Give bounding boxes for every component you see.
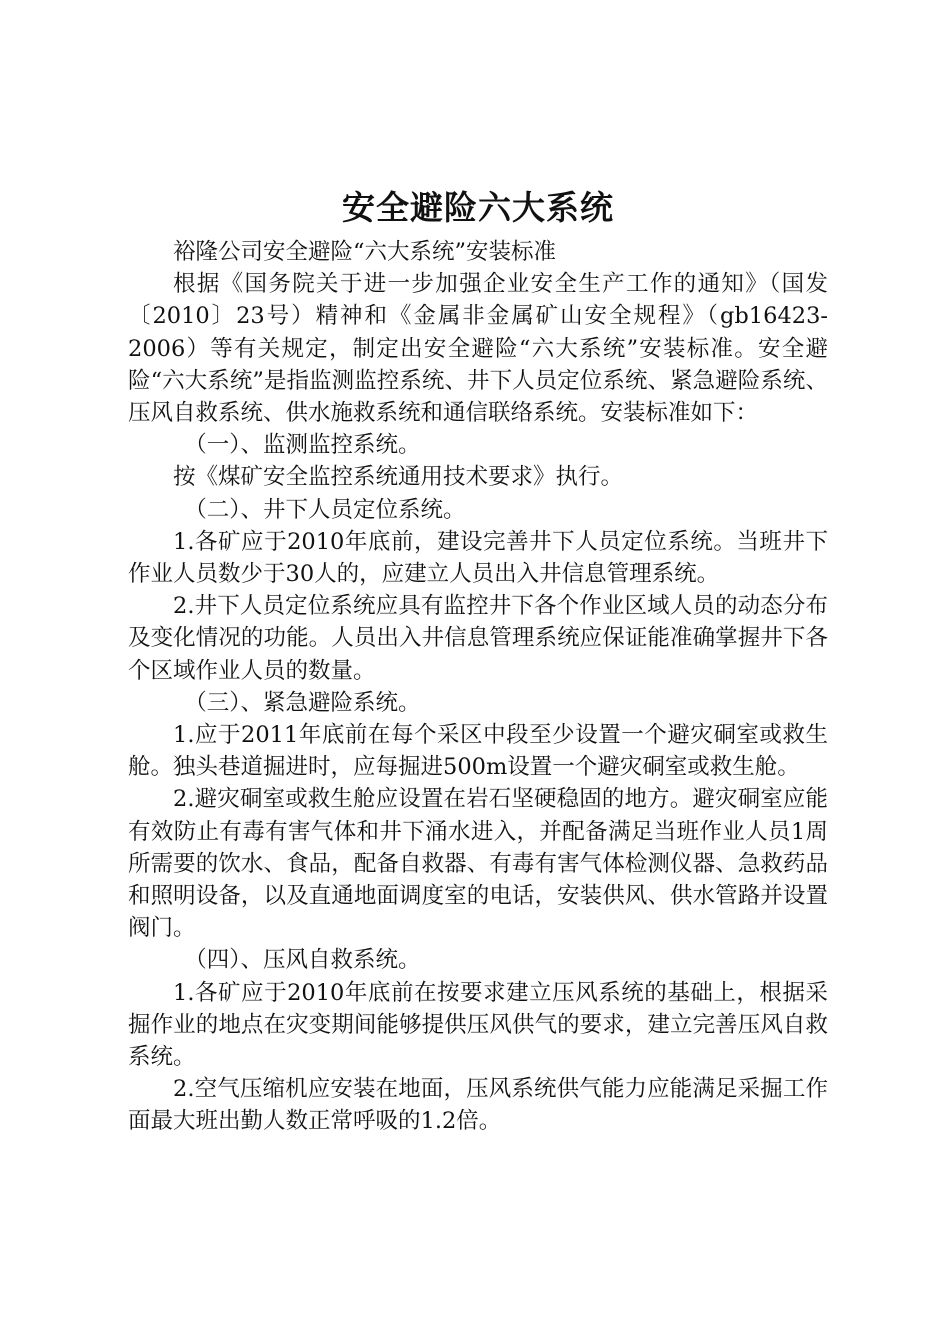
document-body [128, 236, 828, 1138]
document-title: 安全避险六大系统 [342, 188, 614, 227]
section-heading-4: （四）、压风自救系统。 [184, 947, 421, 974]
section-heading-2: （二）、井下人员定位系统。 [184, 496, 466, 523]
paragraph-intro: 根据《国务院关于进一步加强企业安全生产工作的通知》（国发〔2010〕23号）精神和《金属非金属矿山安全规程》（gb16423-2006）等有关规定，制定出安全避险“六大系统”安装标准。安全避险“六大系统”是指监测监控系统、井下人员定位系统、紧急避险系统、压风自救系统、供水施救系统和通信联络系统。安装标准如下： [128, 271, 828, 427]
section-heading-1: （一）、监测监控系统。 [184, 432, 421, 459]
paragraph-2-2: 2.井下人员定位系统应具有监控井下各个作业区域人员的动态分布及变化情况的功能。人员出入井信息管理系统应保证能准确掌握井下各个区域作业人员的数量。 [128, 593, 828, 684]
paragraph-1: 按《煤矿安全监控系统通用技术要求》执行。 [173, 464, 624, 491]
paragraph-2-1: 1.各矿应于2010年底前，建设完善井下人员定位系统。当班井下作业人员数少于30人的，应建立人员出入井信息管理系统。 [128, 528, 828, 588]
section-heading-3: （三）、紧急避险系统。 [184, 689, 421, 716]
paragraph-subtitle: 裕隆公司安全避险“六大系统”安装标准 [173, 239, 557, 265]
paragraph-4-2: 2.空气压缩机应安装在地面，压风系统供气能力应能满足采掘工作面最大班出勤人数正常呼吸的1.2倍。 [128, 1076, 828, 1135]
paragraph-4-1: 1.各矿应于2010年底前在按要求建立压风系统的基础上，根据采掘作业的地点在灾变期间能够提供压风供气的要求，建立完善压风自救系统。 [128, 979, 828, 1071]
paragraph-3-2: 2.避灾硐室或救生舱应设置在岩石坚硬稳固的地方。避灾硐室应能有效防止有毒有害气体和井下涌水进入，并配备满足当班作业人员1周所需要的饮水、食品，配备自救器、有毒有害气体检测仪器、急救药品和照明设备，以及直通地面调度室的电话，安装供风、供水管路并设置阀门。 [128, 786, 828, 942]
paragraph-3-1: 1.应于2011年底前在每个采区中段至少设置一个避灾硐室或救生舱。独头巷道掘进时，应每掘进500m设置一个避灾硐室或救生舱。 [128, 722, 828, 781]
